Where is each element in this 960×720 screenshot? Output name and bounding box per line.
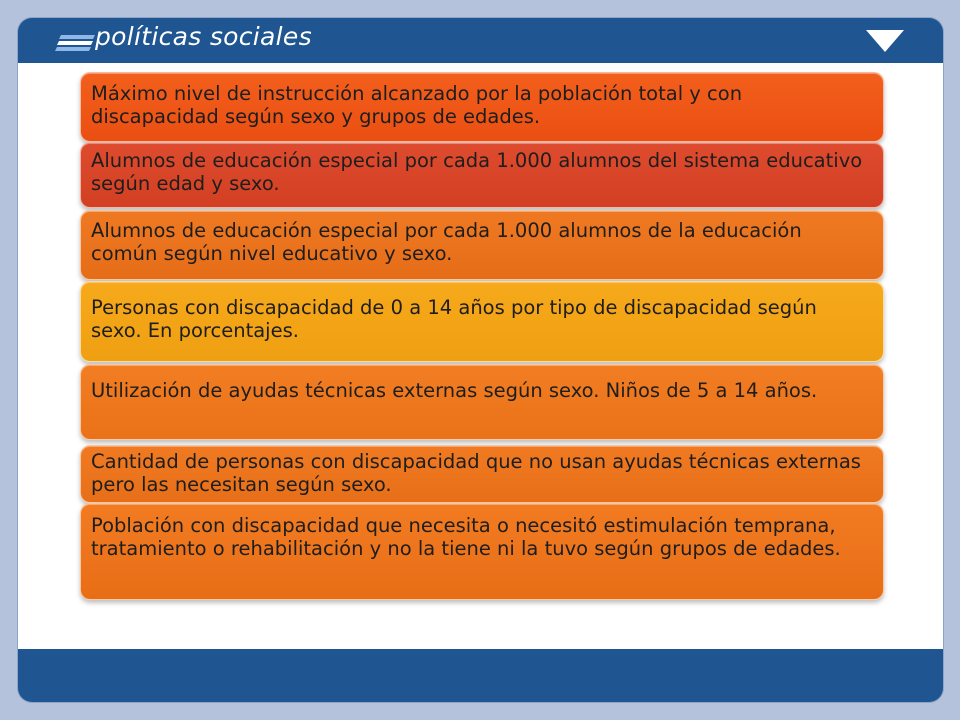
footer-divider [18,643,943,649]
list-item-label: Personas con discapacidad de 0 a 14 años por tipo de discapacidad según sexo. En porcentajes. [91,296,817,342]
list-item-label: Cantidad de personas con discapacidad que no usan ayudas técnicas externas pero las necesitan según sexo. [91,450,861,496]
list-item-label: Máximo nivel de instrucción alcanzado por la población total y con discapacidad según sexo y grupos de edades. [91,82,743,128]
list-item-label: Alumnos de educación especial por cada 1.000 alumnos del sistema educativo según edad y sexo. [91,149,863,195]
chevron-down-icon[interactable] [866,30,904,52]
list-item-label: Utilización de ayudas técnicas externas según sexo. Niños de 5 a 14 años. [91,379,818,402]
list-item-disability-type[interactable] [80,281,884,362]
list-item-early-stimulation[interactable] [80,503,884,600]
list-item-special-education-system[interactable] [80,142,884,208]
list-item-technical-aids-needed[interactable] [80,445,884,503]
list-item-technical-aids-use[interactable] [80,364,884,440]
list-item-label: Población con discapacidad que necesita o necesitó estimulación temprana, tratamiento o rehabilitación y no la tiene ni la tuvo según grupos de edades. [91,514,841,560]
list-item-label: Alumnos de educación especial por cada 1.000 alumnos de la educación común según nivel educativo y sexo. [91,219,802,265]
list-item-special-education-common[interactable] [80,210,884,280]
flag-stripes-icon [55,33,95,53]
list-item-instruction-level[interactable] [80,72,884,142]
header-title: políticas sociales [95,22,312,51]
